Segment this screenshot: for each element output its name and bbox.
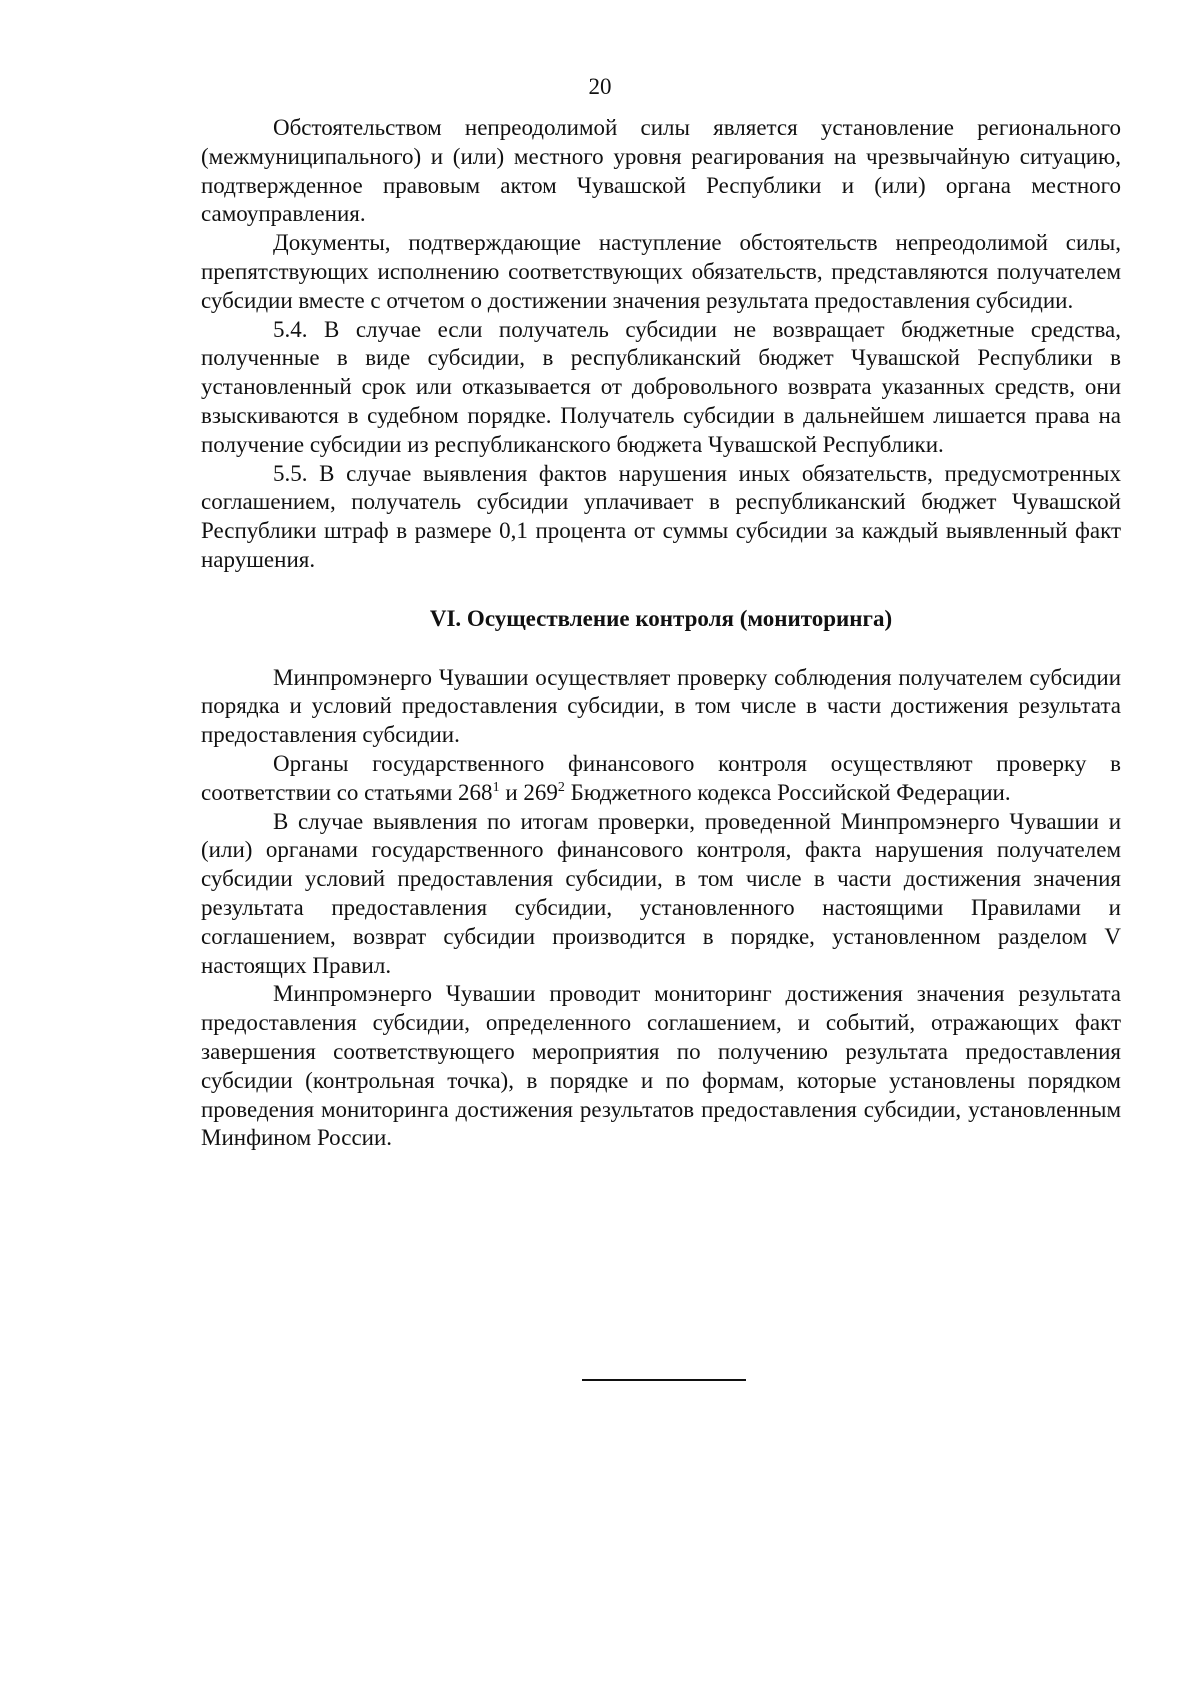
paragraph-force-majeure: Обстоятельством непреодолимой силы является установление регионального (межмуниципального) и (или) местного уровня реагирования на чрезвычайную ситуацию, подтвержденное правовым актом Чувашской Республики и (или) органа местного самоуправления. [201, 115, 1121, 227]
page-number: 20 [588, 74, 612, 99]
paragraph-5-4: 5.4. В случае если получатель субсидии не возвращает бюджетные средства, полученные в виде субсидии, в республиканский бюджет Чувашской Республики в установленный срок или отказывается от добровольного возврата указанных средств, они взыскиваются в судебном порядке. Получатель субсидии в дальнейшем лишается права на получение субсидии из республиканского бюджета Чувашской Республики. [201, 316, 1121, 457]
budget-code-text-before: Органы государственного финансового контроля осуществляют проверку в соответствии со статьями 268 [201, 750, 1121, 805]
paragraph-force-majeure-documents: Документы, подтверждающие наступление обстоятельств непреодолимой силы, препятствующих исполнению соответствующих обязательств, представляются получателем субсидии вместе с отчетом о достижении значения результата предоставления субсидии. [201, 230, 1121, 313]
section-heading: VI. Осуществление контроля (мониторинга) [429, 605, 893, 631]
paragraph-budget-code [201, 750, 1121, 808]
budget-code-text-middle: и 269 [499, 779, 558, 805]
end-of-document-rule [582, 1379, 746, 1381]
document-body [201, 114, 1121, 1153]
paragraph-monitoring: Минпромэнерго Чувашии проводит мониторинг достижения значения результата предоставления субсидии, определенного соглашением, и событий, отражающих факт завершения соответствующего мероприятия по получению результата предоставления субсидии (контрольная точка), в порядке и по формам, которые установлены порядком проведения мониторинга достижения результатов предоставления субсидии, установленным Минфином России. [201, 981, 1121, 1151]
paragraph-5-5: 5.5. В случае выявления фактов нарушения иных обязательств, предусмотренных соглашением, получатель субсидии уплачивает в республиканский бюджет Чувашской Республики штраф в размере 0,1 процента от суммы субсидии за каждый выявленный факт нарушения. [201, 460, 1121, 572]
article-superscript-2: 2 [557, 779, 565, 795]
article-superscript-1: 1 [492, 779, 500, 795]
budget-code-text-after: Бюджетного кодекса Российской Федерации. [564, 779, 1011, 805]
paragraph-violation-return: В случае выявления по итогам проверки, проведенной Минпромэнерго Чувашии и (или) органами государственного финансового контроля, факта нарушения получателем субсидии условий предоставления субсидии, в том числе в части достижения значения результата предоставления субсидии, установленного настоящими Правилами и соглашением, возврат субсидии производится в порядке, установленном разделом V настоящих Правил. [201, 808, 1121, 978]
paragraph-control-verification: Минпромэнерго Чувашии осуществляет проверку соблюдения получателем субсидии порядка и условий предоставления субсидии, в том числе в части достижения результата предоставления субсидии. [201, 664, 1121, 748]
